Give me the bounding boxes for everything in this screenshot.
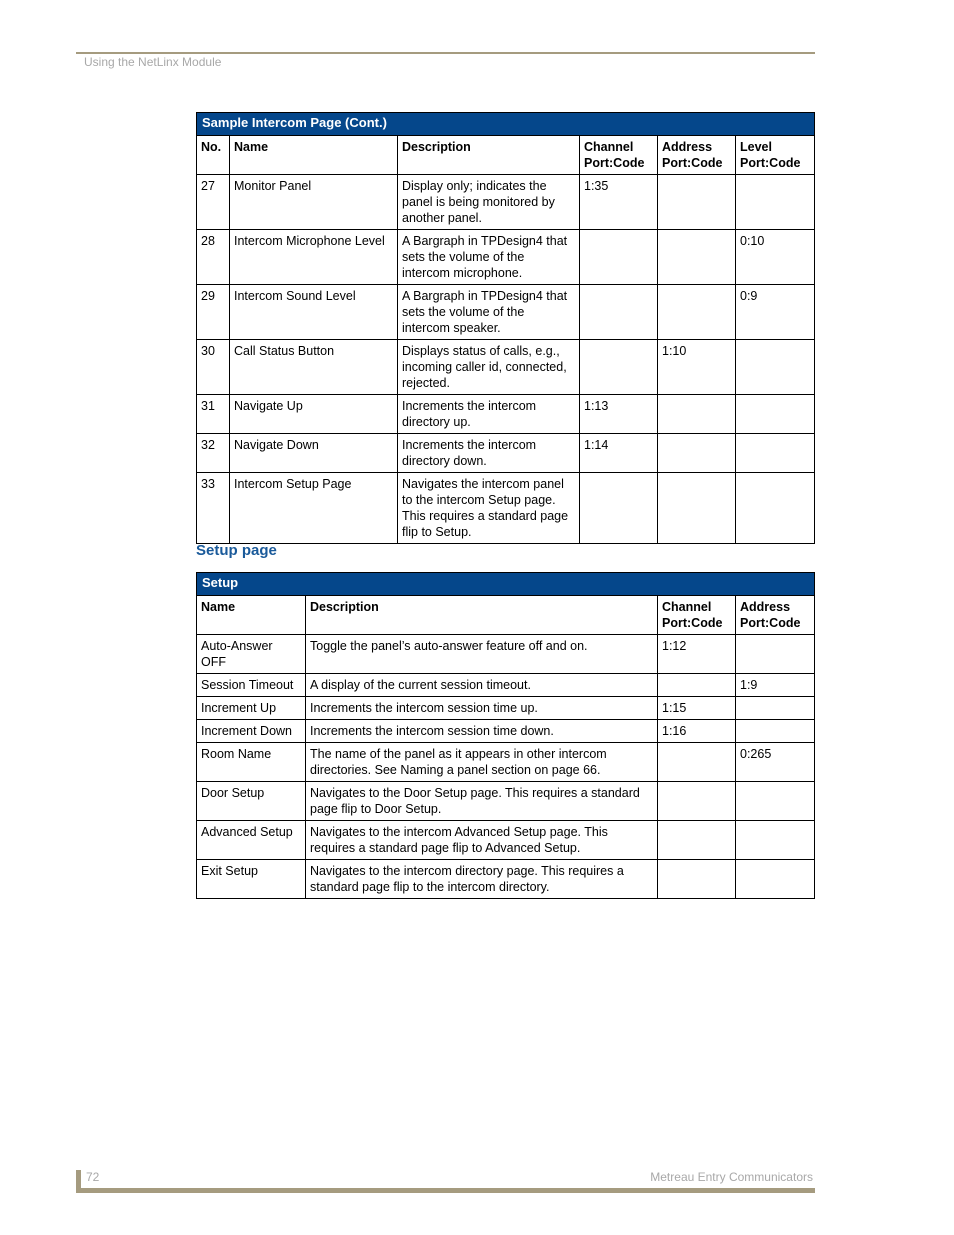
cell-level bbox=[736, 395, 815, 434]
cell-address bbox=[736, 635, 815, 674]
cell-description: Toggle the panel’s auto-answer feature off and on. bbox=[306, 635, 658, 674]
cell-name: Door Setup bbox=[197, 782, 306, 821]
table-row bbox=[197, 674, 815, 697]
cell-channel: 1:15 bbox=[658, 697, 736, 720]
cell-name: Auto-Answer OFF bbox=[197, 635, 306, 674]
cell-name: Increment Up bbox=[197, 697, 306, 720]
cell-address bbox=[658, 434, 736, 473]
cell-name: Navigate Up bbox=[230, 395, 398, 434]
cell-level: 0:9 bbox=[736, 285, 815, 340]
cell-description: Displays status of calls, e.g., incoming caller id, connected, rejected. bbox=[398, 340, 580, 395]
cell-description: A Bargraph in TPDesign4 that sets the volume of the intercom speaker. bbox=[398, 285, 580, 340]
cell-description: Navigates to the intercom Advanced Setup page. This requires a standard page flip to Advanced Setup. bbox=[306, 821, 658, 860]
column-header: Address Port:Code bbox=[658, 136, 736, 175]
cell-channel: 1:14 bbox=[580, 434, 658, 473]
cell-channel bbox=[580, 340, 658, 395]
cell-level bbox=[736, 434, 815, 473]
cell-description: Navigates to the intercom directory page. This requires a standard page flip to the intercom directory. bbox=[306, 860, 658, 899]
column-header: Description bbox=[398, 136, 580, 175]
cell-level bbox=[736, 175, 815, 230]
table-row bbox=[197, 821, 815, 860]
cell-description: Increments the intercom session time up. bbox=[306, 697, 658, 720]
cell-channel bbox=[580, 473, 658, 544]
column-header: No. bbox=[197, 136, 230, 175]
footer-title: Metreau Entry Communicators bbox=[650, 1170, 813, 1184]
cell-no: 27 bbox=[197, 175, 230, 230]
cell-channel: 1:13 bbox=[580, 395, 658, 434]
cell-address bbox=[736, 821, 815, 860]
cell-description: Display only; indicates the panel is being monitored by another panel. bbox=[398, 175, 580, 230]
column-header: Description bbox=[306, 596, 658, 635]
cell-name: Intercom Microphone Level bbox=[230, 230, 398, 285]
cell-channel bbox=[658, 674, 736, 697]
table-row bbox=[197, 782, 815, 821]
header-rule bbox=[76, 52, 815, 54]
table-row bbox=[197, 697, 815, 720]
table-row bbox=[197, 473, 815, 544]
cell-description: Increments the intercom directory down. bbox=[398, 434, 580, 473]
intercom-page-table bbox=[196, 112, 815, 544]
cell-address bbox=[736, 782, 815, 821]
cell-name: Increment Down bbox=[197, 720, 306, 743]
cell-name: Navigate Down bbox=[230, 434, 398, 473]
cell-description: Increments the intercom session time down. bbox=[306, 720, 658, 743]
cell-level bbox=[736, 473, 815, 544]
cell-no: 29 bbox=[197, 285, 230, 340]
cell-description: Navigates the intercom panel to the intercom Setup page. This requires a standard page flip to Setup. bbox=[398, 473, 580, 544]
cell-address bbox=[736, 720, 815, 743]
table-row bbox=[197, 230, 815, 285]
cell-description: Navigates to the Door Setup page. This requires a standard page flip to Door Setup. bbox=[306, 782, 658, 821]
cell-channel bbox=[658, 821, 736, 860]
cell-address bbox=[736, 697, 815, 720]
cell-name: Session Timeout bbox=[197, 674, 306, 697]
column-header: Name bbox=[197, 596, 306, 635]
cell-address bbox=[658, 285, 736, 340]
table-row bbox=[197, 720, 815, 743]
column-header: Channel Port:Code bbox=[658, 596, 736, 635]
cell-name: Call Status Button bbox=[230, 340, 398, 395]
cell-address bbox=[658, 473, 736, 544]
table-row bbox=[197, 743, 815, 782]
cell-no: 32 bbox=[197, 434, 230, 473]
cell-address: 1:10 bbox=[658, 340, 736, 395]
cell-no: 28 bbox=[197, 230, 230, 285]
cell-address bbox=[658, 395, 736, 434]
cell-name: Monitor Panel bbox=[230, 175, 398, 230]
table-row bbox=[197, 175, 815, 230]
cell-description: The name of the panel as it appears in other intercom directories. See Naming a panel section on page 66. bbox=[306, 743, 658, 782]
section-heading: Setup page bbox=[196, 542, 277, 559]
cell-channel bbox=[658, 860, 736, 899]
cell-channel bbox=[580, 285, 658, 340]
cell-level bbox=[736, 340, 815, 395]
table-row bbox=[197, 395, 815, 434]
column-header: Address Port:Code bbox=[736, 596, 815, 635]
cell-address bbox=[658, 230, 736, 285]
table-header-row bbox=[197, 596, 815, 635]
setup-table bbox=[196, 572, 815, 899]
table-row bbox=[197, 860, 815, 899]
table-row bbox=[197, 434, 815, 473]
cell-address bbox=[658, 175, 736, 230]
cell-channel: 1:12 bbox=[658, 635, 736, 674]
cell-name: Room Name bbox=[197, 743, 306, 782]
column-header: Channel Port:Code bbox=[580, 136, 658, 175]
cell-address bbox=[736, 860, 815, 899]
table-caption: Sample Intercom Page (Cont.) bbox=[197, 113, 815, 136]
cell-address: 0:265 bbox=[736, 743, 815, 782]
table-row bbox=[197, 635, 815, 674]
cell-channel: 1:16 bbox=[658, 720, 736, 743]
table-row bbox=[197, 340, 815, 395]
column-header: Name bbox=[230, 136, 398, 175]
cell-no: 30 bbox=[197, 340, 230, 395]
cell-no: 33 bbox=[197, 473, 230, 544]
cell-channel: 1:35 bbox=[580, 175, 658, 230]
cell-name: Intercom Setup Page bbox=[230, 473, 398, 544]
cell-channel bbox=[580, 230, 658, 285]
cell-name: Exit Setup bbox=[197, 860, 306, 899]
cell-channel bbox=[658, 782, 736, 821]
running-title: Using the NetLinx Module bbox=[84, 55, 222, 69]
page-number: 72 bbox=[86, 1170, 100, 1184]
cell-description: Increments the intercom directory up. bbox=[398, 395, 580, 434]
cell-description: A Bargraph in TPDesign4 that sets the volume of the intercom microphone. bbox=[398, 230, 580, 285]
column-header: Level Port:Code bbox=[736, 136, 815, 175]
table-caption: Setup bbox=[197, 573, 815, 596]
cell-description: A display of the current session timeout. bbox=[306, 674, 658, 697]
table-header-row bbox=[197, 136, 815, 175]
table-row bbox=[197, 285, 815, 340]
cell-no: 31 bbox=[197, 395, 230, 434]
footer-rule bbox=[76, 1188, 815, 1193]
cell-channel bbox=[658, 743, 736, 782]
cell-name: Advanced Setup bbox=[197, 821, 306, 860]
cell-name: Intercom Sound Level bbox=[230, 285, 398, 340]
cell-level: 0:10 bbox=[736, 230, 815, 285]
cell-address: 1:9 bbox=[736, 674, 815, 697]
